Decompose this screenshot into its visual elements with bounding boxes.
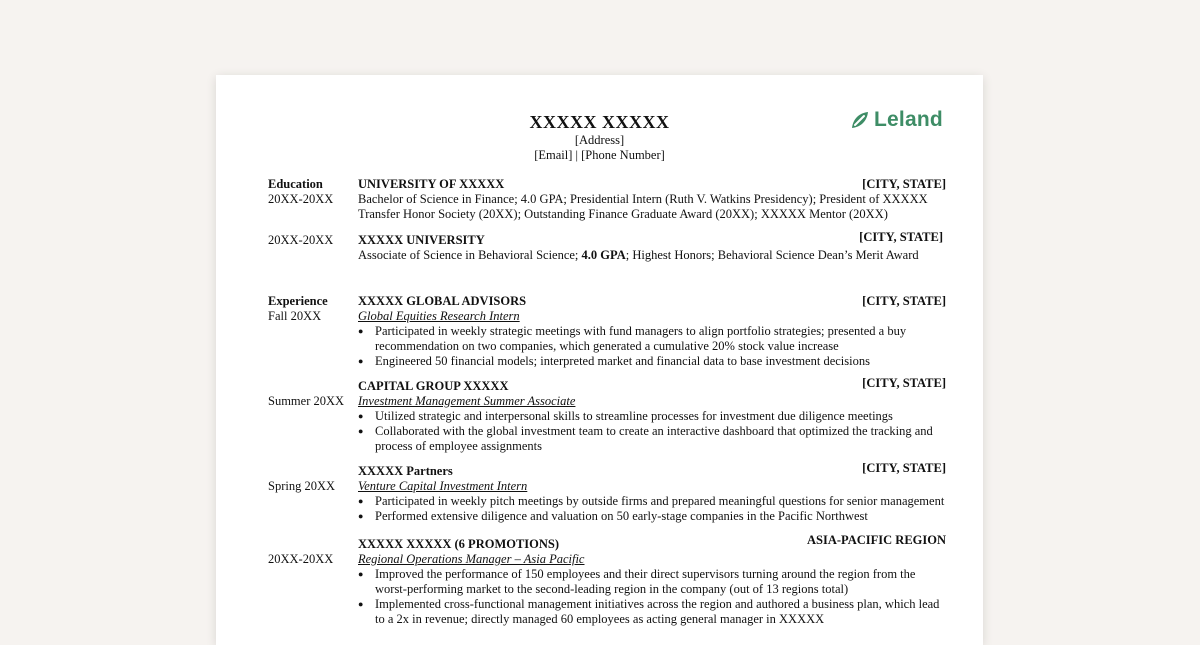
degree-details-cont: Transfer Honor Society (20XX); Outstanding Finance Graduate Award (20XX); XXXXX Mentor (20XX) bbox=[358, 207, 888, 221]
list-item: ● Engineered 50 financial models; interpreted market and financial data to base investment decisions bbox=[358, 354, 946, 369]
bullet-list bbox=[358, 409, 946, 454]
job-title: Global Equities Research Intern bbox=[358, 309, 520, 323]
section-label-education: Education 20XX-20XX bbox=[268, 177, 334, 206]
list-item: ● Improved the performance of 150 employees and their direct supervisors turning around the region from the worst-performing market to the second-leading region in the company (out of 13 regions total) bbox=[358, 567, 946, 597]
entry-dates: Summer 20XX bbox=[268, 394, 345, 408]
contact-line: [Email] | [Phone Number] bbox=[534, 148, 665, 162]
degree-details: Associate of Science in Behavioral Science; 4.0 GPA; Highest Honors; Behavioral Science Dean’s Merit Award bbox=[358, 248, 919, 262]
job-title: Regional Operations Manager – Asia Pacific bbox=[358, 552, 585, 566]
bullet-list bbox=[358, 494, 946, 524]
job-title: Investment Management Summer Associate bbox=[358, 394, 576, 408]
resume-header bbox=[216, 111, 983, 163]
resume-page bbox=[216, 75, 983, 645]
entry-location: [CITY, STATE] bbox=[862, 461, 946, 475]
list-item: ● Collaborated with the global investment team to create an interactive dashboard that optimized the tracking and process of employee assignments bbox=[358, 424, 946, 454]
company-name: XXXXX XXXXX (6 PROMOTIONS) bbox=[358, 537, 560, 551]
entry-location: [CITY, STATE] bbox=[862, 177, 946, 191]
bullet-list bbox=[358, 567, 946, 627]
candidate-name: XXXXX XXXXX bbox=[529, 112, 670, 132]
entry-location: [CITY, STATE] bbox=[859, 230, 943, 244]
entry-dates: Fall 20XX bbox=[268, 309, 322, 323]
list-item: ● Participated in weekly pitch meetings by outside firms and prepared meaningful questions for senior management bbox=[358, 494, 946, 509]
school-name: UNIVERSITY OF XXXXX bbox=[358, 177, 505, 191]
school-name: XXXXX UNIVERSITY bbox=[358, 233, 485, 247]
list-item: ● Participated in weekly strategic meetings with fund managers to align portfolio strategies; presented a buy recommendation on two companies, which generated a cumulative 20% stock value increase bbox=[358, 324, 946, 354]
list-item: ● Utilized strategic and interpersonal skills to streamline processes for investment due diligence meetings bbox=[358, 409, 946, 424]
entry-dates: Spring 20XX bbox=[268, 479, 336, 493]
company-name: XXXXX GLOBAL ADVISORS bbox=[358, 294, 527, 308]
entry-location: [CITY, STATE] bbox=[862, 376, 946, 390]
job-title: Venture Capital Investment Intern bbox=[358, 479, 528, 493]
entry-dates: 20XX-20XX bbox=[268, 192, 334, 206]
address-line: [Address] bbox=[574, 133, 625, 147]
logo-text: Leland bbox=[874, 108, 943, 131]
entry-dates: 20XX-20XX bbox=[268, 233, 334, 247]
list-item: ● Implemented cross-functional management initiatives across the region and authored a business plan, which lead to a 2x in revenue; directly managed 60 employees as acting general manager in XXXXX bbox=[358, 597, 946, 627]
degree-details: Bachelor of Science in Finance; 4.0 GPA; Presidential Intern (Ruth V. Watkins Presidency); President of XXXXX bbox=[358, 192, 928, 206]
company-name: CAPITAL GROUP XXXXX bbox=[358, 379, 509, 393]
entry-dates: 20XX-20XX bbox=[268, 552, 334, 566]
bullet-list bbox=[358, 324, 946, 369]
entry-location: ASIA-PACIFIC REGION bbox=[806, 533, 946, 547]
entry-location: [CITY, STATE] bbox=[862, 294, 946, 308]
section-label-experience: Experience bbox=[268, 294, 328, 308]
list-item: ● Performed extensive diligence and valuation on 50 early-stage companies in the Pacific Northwest bbox=[358, 509, 946, 524]
company-name: XXXXX Partners bbox=[358, 464, 453, 478]
